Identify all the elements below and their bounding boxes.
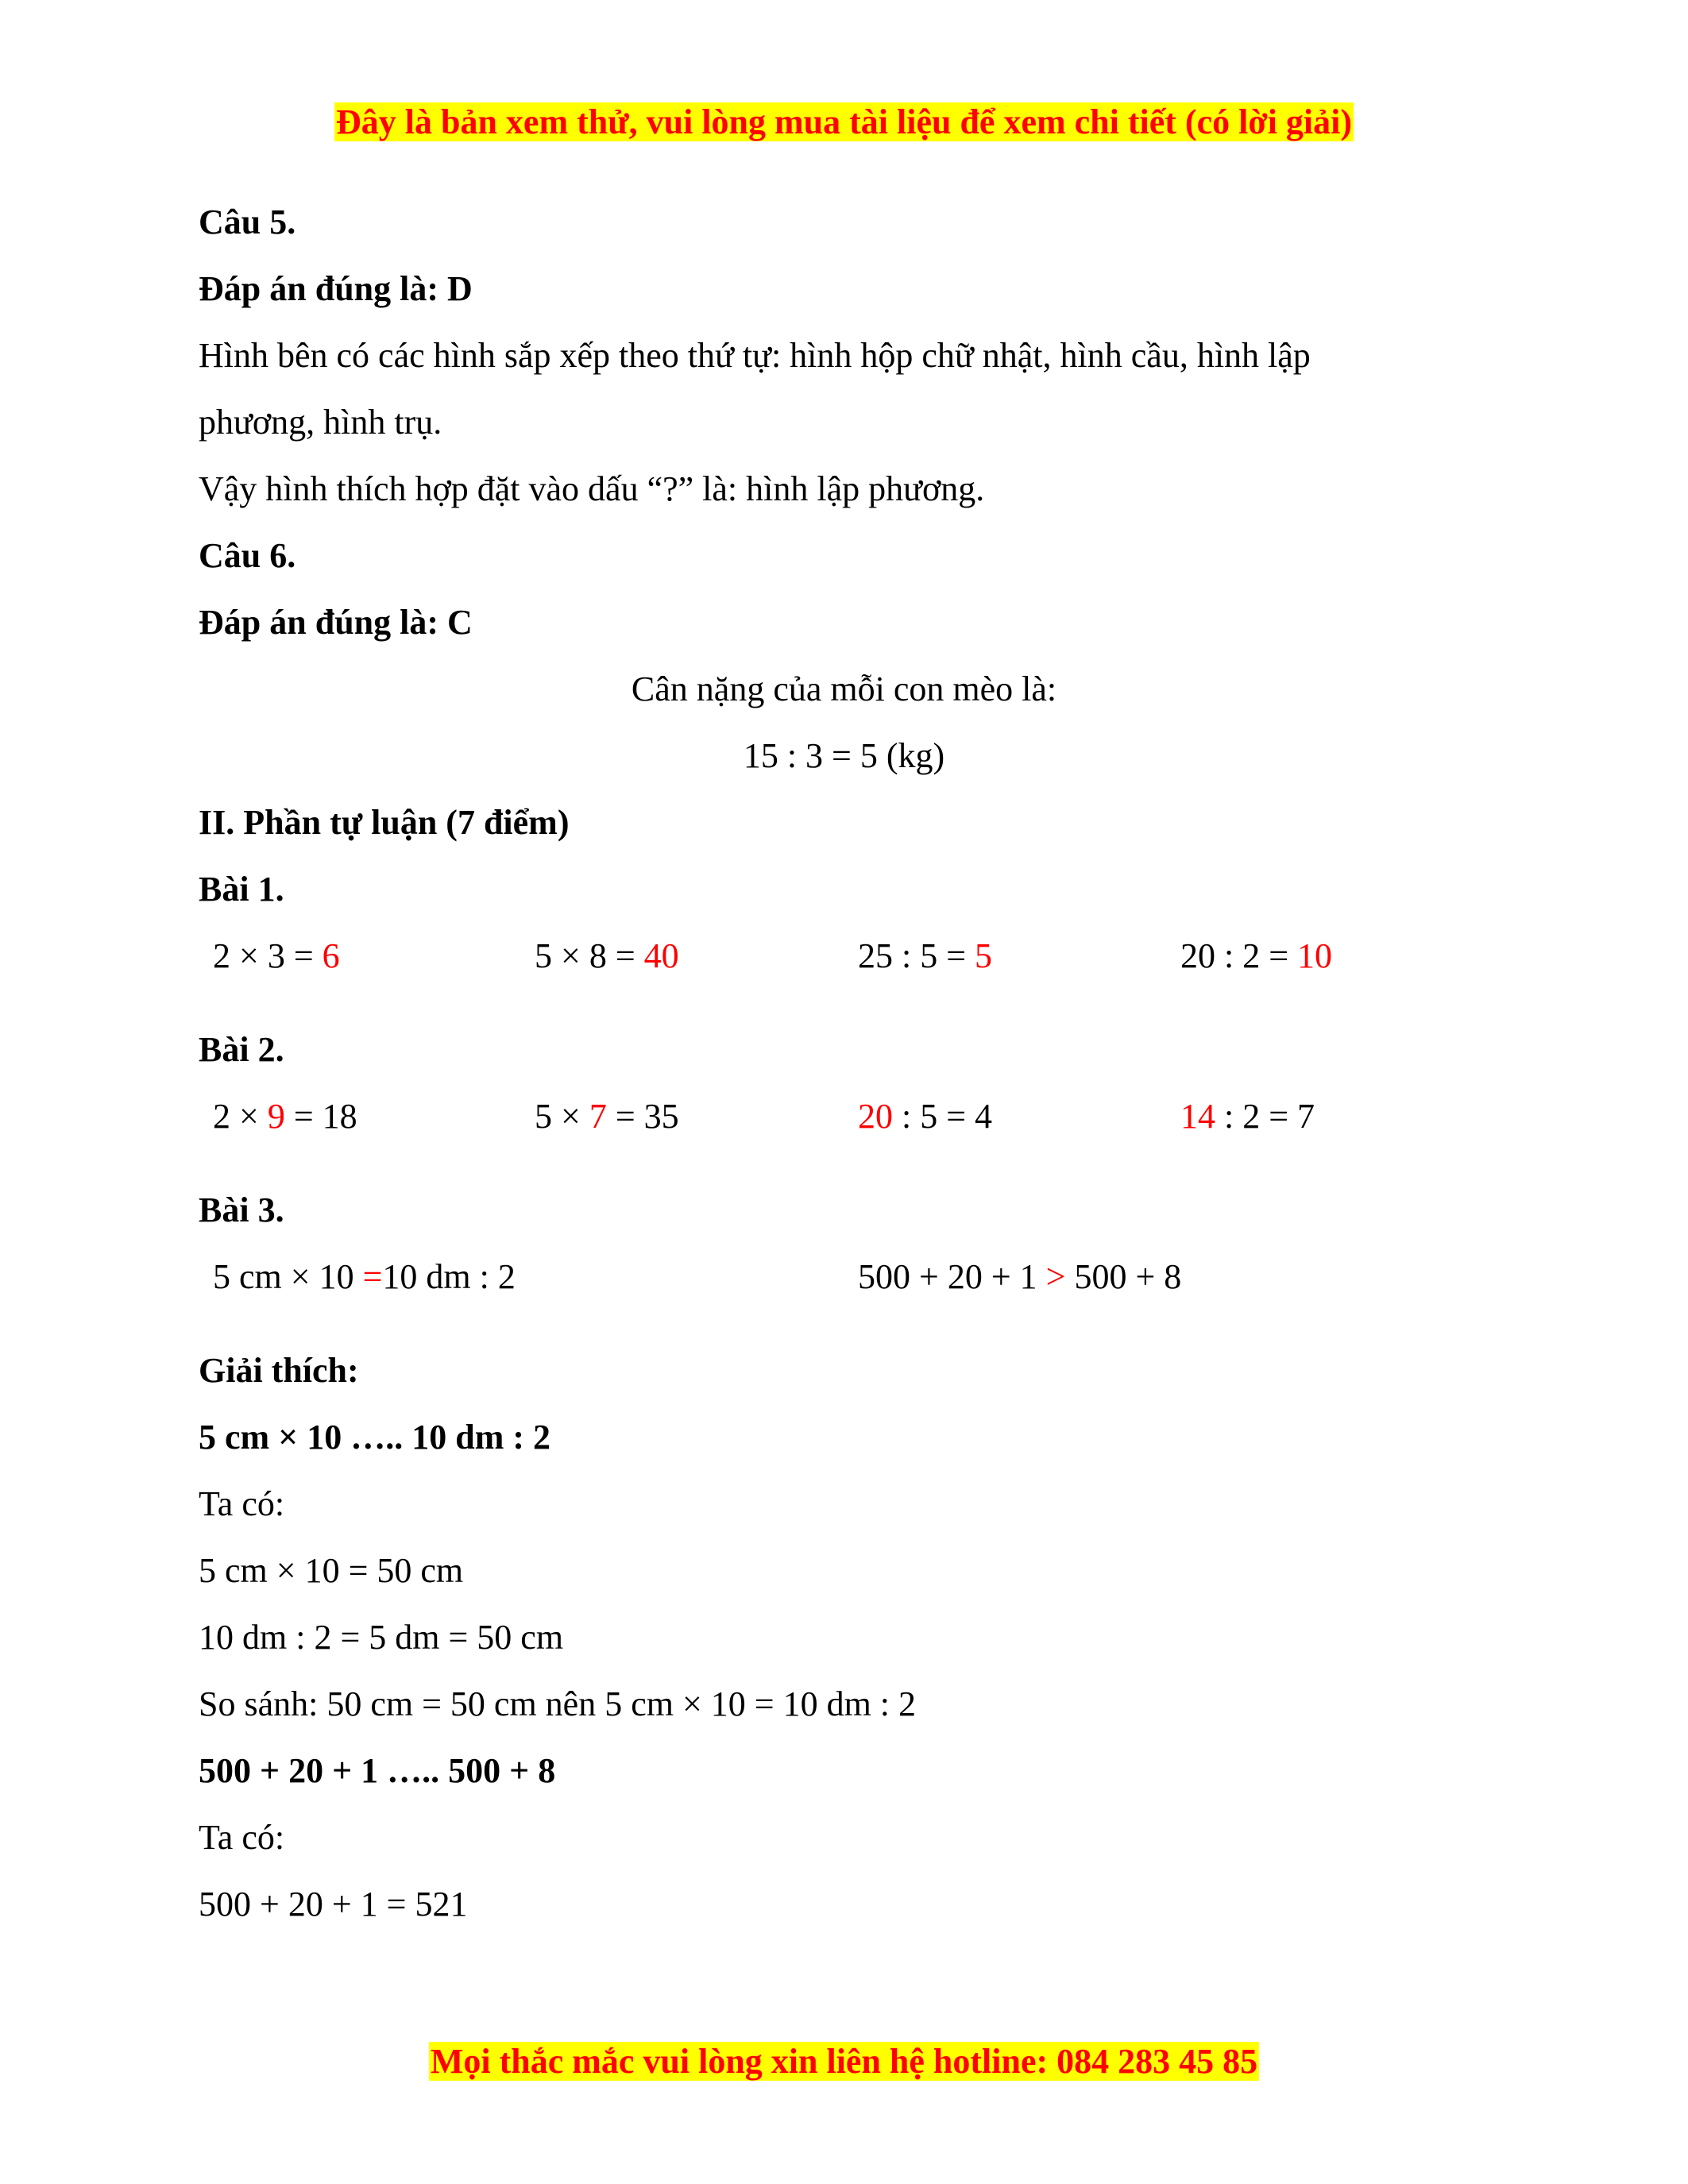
cau6-answer: Đáp án đúng là: C xyxy=(199,603,473,642)
cau5-text-3: Vậy hình thích hợp đặt vào dấu “?” là: hình lập phương. xyxy=(199,469,985,508)
giai-thich-ta-co-1: Ta có: xyxy=(199,1484,285,1523)
bai1-item-4-answer: 10 xyxy=(1297,936,1333,975)
bai2-item-2 xyxy=(535,1094,679,1139)
bai2-item-1-pre: 2 × xyxy=(213,1097,268,1136)
giai-thich-line-2: 10 dm : 2 = 5 dm = 50 cm xyxy=(199,1618,564,1657)
bai2-item-3 xyxy=(858,1094,992,1139)
bai1-item-2-answer: 40 xyxy=(643,936,679,975)
bai3-item-2 xyxy=(858,1255,1181,1299)
bai2-item-2-post: = 35 xyxy=(606,1097,679,1136)
cau6-line-2: 15 : 3 = 5 (kg) xyxy=(743,736,945,775)
bai2-item-3-post: : 5 = 4 xyxy=(893,1097,993,1136)
bai1-item-2 xyxy=(535,934,679,978)
bai2-item-1-post: = 18 xyxy=(284,1097,357,1136)
bai2-item-4 xyxy=(1180,1094,1315,1139)
giai-thich-line-3: So sánh: 50 cm = 50 cm nên 5 cm × 10 = 10 dm : 2 xyxy=(199,1684,917,1723)
giai-thich-sub-1: 5 cm × 10 ….. 10 dm : 2 xyxy=(199,1418,551,1457)
bai1-item-3-expr: 25 : 5 = xyxy=(858,936,975,975)
bai1-item-2-expr: 5 × 8 = xyxy=(535,936,644,975)
bai2-item-3-answer: 20 xyxy=(858,1097,893,1136)
bai2-title: Bài 2. xyxy=(199,1030,284,1069)
bai3-item-1-pre: 5 cm × 10 xyxy=(213,1257,363,1296)
bai1-item-3-answer: 5 xyxy=(975,936,993,975)
giai-thich-line-4: 500 + 20 + 1 = 521 xyxy=(199,1885,468,1924)
bai2-item-2-answer: 7 xyxy=(589,1097,607,1136)
bai1-item-3 xyxy=(858,934,992,978)
giai-thich-ta-co-2: Ta có: xyxy=(199,1818,285,1857)
cau5-title: Câu 5. xyxy=(199,203,296,241)
bai1-item-4 xyxy=(1180,934,1332,978)
bai1-item-4-expr: 20 : 2 = xyxy=(1180,936,1298,975)
cau6-line-1: Cân nặng của mỗi con mèo là: xyxy=(631,669,1057,708)
bai3-item-2-answer: > xyxy=(1045,1257,1066,1296)
bai3-item-2-pre: 500 + 20 + 1 xyxy=(858,1257,1046,1296)
bai1-item-1-answer: 6 xyxy=(322,936,340,975)
bai3-title: Bài 3. xyxy=(199,1190,284,1229)
cau6-title: Câu 6. xyxy=(199,536,296,575)
bai1-title: Bài 1. xyxy=(199,870,284,909)
bai3-item-1 xyxy=(213,1255,516,1299)
cau5-answer: Đáp án đúng là: D xyxy=(199,269,473,308)
header-banner xyxy=(0,100,1688,145)
section-2-title: II. Phần tự luận (7 điểm) xyxy=(199,803,570,842)
footer-banner xyxy=(0,2039,1688,2084)
bai2-item-2-pre: 5 × xyxy=(535,1097,589,1136)
cau5-text-1: Hình bên có các hình sắp xếp theo thứ tự: hình hộp chữ nhật, hình cầu, hình lập xyxy=(199,336,1311,375)
header-banner-text: Đây là bản xem thử, vui lòng mua tài liệu để xem chi tiết (có lời giải) xyxy=(335,102,1353,141)
footer-hotline-text: Mọi thắc mắc vui lòng xin liên hệ hotline: 084 283 45 85 xyxy=(430,2042,1258,2081)
bai2-item-4-post: : 2 = 7 xyxy=(1215,1097,1315,1136)
giai-thich-line-1: 5 cm × 10 = 50 cm xyxy=(199,1551,464,1590)
bai3-item-2-post: 500 + 8 xyxy=(1065,1257,1182,1296)
bai3-item-1-post: 10 dm : 2 xyxy=(382,1257,516,1296)
bai3-item-1-answer: = xyxy=(362,1257,383,1296)
giai-thich-title: Giải thích: xyxy=(199,1351,359,1390)
bai1-item-1-expr: 2 × 3 = xyxy=(213,936,323,975)
giai-thich-sub-2: 500 + 20 + 1 ….. 500 + 8 xyxy=(199,1751,556,1790)
cau5-text-2: phương, hình trụ. xyxy=(199,403,442,442)
bai2-item-1-answer: 9 xyxy=(267,1097,285,1136)
bai2-item-4-answer: 14 xyxy=(1180,1097,1215,1136)
bai2-item-1 xyxy=(213,1094,357,1139)
bai1-item-1 xyxy=(213,934,340,978)
